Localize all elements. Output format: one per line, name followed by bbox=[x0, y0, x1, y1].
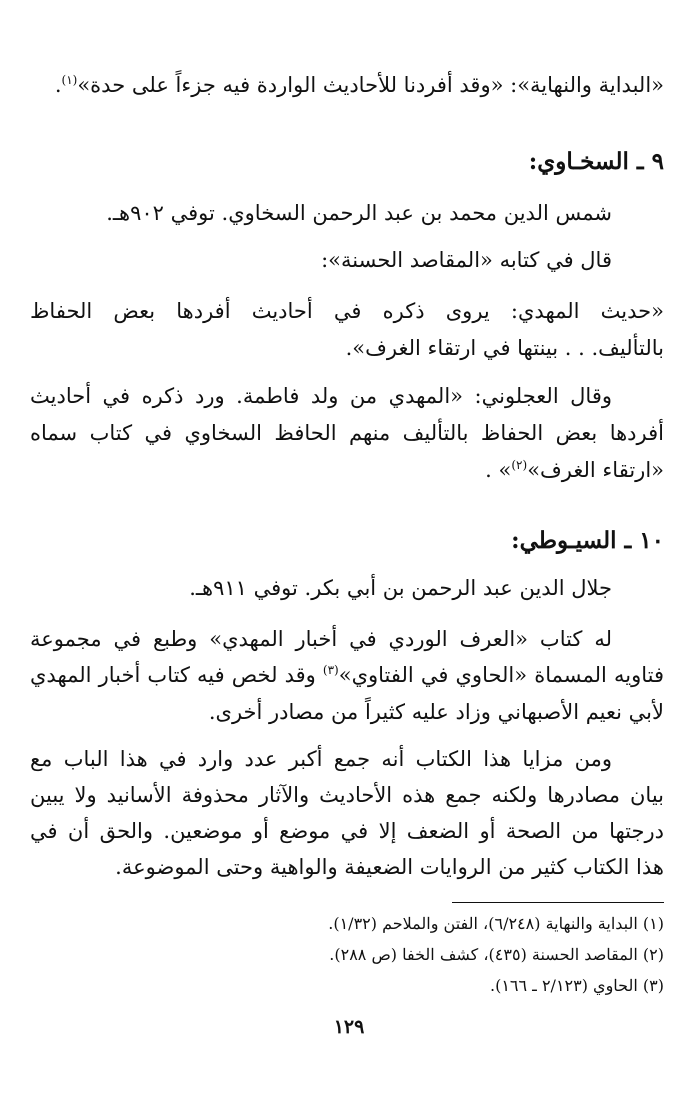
text-line: ومن مزايا هذا الكتاب أنه جمع أكبر عدد وارد في هذا الباب مع bbox=[30, 747, 612, 771]
text-line: بيان مصادرها ولكنه جمع هذه الأحاديث والآثار محذوفة الأسانيد ولا يبين bbox=[30, 783, 664, 807]
footnote-2: (٢) المقاصد الحسنة (٤٣٥)، كشف الخفا (ص ٢٨٨). bbox=[329, 945, 664, 964]
text-line: هذا الكتاب كثير من الروايات الضعيفة والواهية وحتى الموضوعة. bbox=[115, 855, 664, 879]
text-line bbox=[30, 70, 664, 100]
text-segment: وقد لخص فيه كتاب أخبار المهدي bbox=[30, 663, 323, 687]
footnote-3: (٣) الحاوي (٢/١٢٣ ـ ١٦٦). bbox=[489, 976, 664, 995]
footnote-divider bbox=[452, 902, 664, 903]
section-heading-suyuti: ١٠ ـ السيـوطي: bbox=[511, 527, 664, 554]
text-line: لأبي نعيم الأصبهاني وزاد عليه كثيراً من مصادر أخرى. bbox=[208, 700, 664, 724]
text-line: جلال الدين عبد الرحمن بن أبي بكر. توفي ٩١١هـ. bbox=[189, 576, 612, 600]
footnote-1: (١) البداية والنهاية (٦/٢٤٨)، الفتن والملاحم (١/٣٢). bbox=[328, 914, 664, 933]
text-line bbox=[30, 660, 664, 690]
footnote-reference: (٣) bbox=[322, 663, 339, 677]
footnote-reference: (١) bbox=[61, 73, 78, 87]
text-line: أفردها بعض الحفاظ بالتأليف منهم الحافظ السخاوي في كتاب سماه bbox=[30, 421, 664, 445]
footnote-reference: (٢) bbox=[511, 458, 528, 472]
text-line: درجتها من الصحة أو الضعف إلا في موضع أو موضعين. والحق أن في bbox=[30, 819, 664, 843]
text-segment: . bbox=[54, 73, 62, 97]
text-line: وقال العجلوني: «المهدي من ولد فاطمة. ورد ذكره في أحاديث bbox=[30, 384, 612, 408]
page-number: ١٢٩ bbox=[333, 1016, 365, 1038]
text-segment: «البداية والنهاية»: «وقد أفردنا للأحاديث الواردة فيه جزءاً على حدة» bbox=[77, 73, 664, 97]
text-line: قال في كتابه «المقاصد الحسنة»: bbox=[321, 248, 612, 272]
text-line bbox=[30, 455, 664, 485]
text-line: شمس الدين محمد بن عبد الرحمن السخاوي. توفي ٩٠٢هـ. bbox=[106, 201, 612, 225]
text-segment: » . bbox=[485, 458, 512, 482]
section-heading-sakhawi: ٩ ـ السخـاوي: bbox=[528, 148, 664, 175]
text-line: بالتأليف. . . بينتها في ارتقاء الغرف». bbox=[345, 336, 664, 360]
text-segment: فتاويه المسماة «الحاوي في الفتاوي» bbox=[338, 663, 664, 687]
text-segment: «ارتقاء الغرف» bbox=[527, 458, 664, 482]
text-line: له كتاب «العرف الوردي في أخبار المهدي» وطبع في مجموعة bbox=[30, 627, 612, 651]
text-line: «حديث المهدي: يروى ذكره في أحاديث أفردها بعض الحفاظ bbox=[30, 299, 664, 323]
